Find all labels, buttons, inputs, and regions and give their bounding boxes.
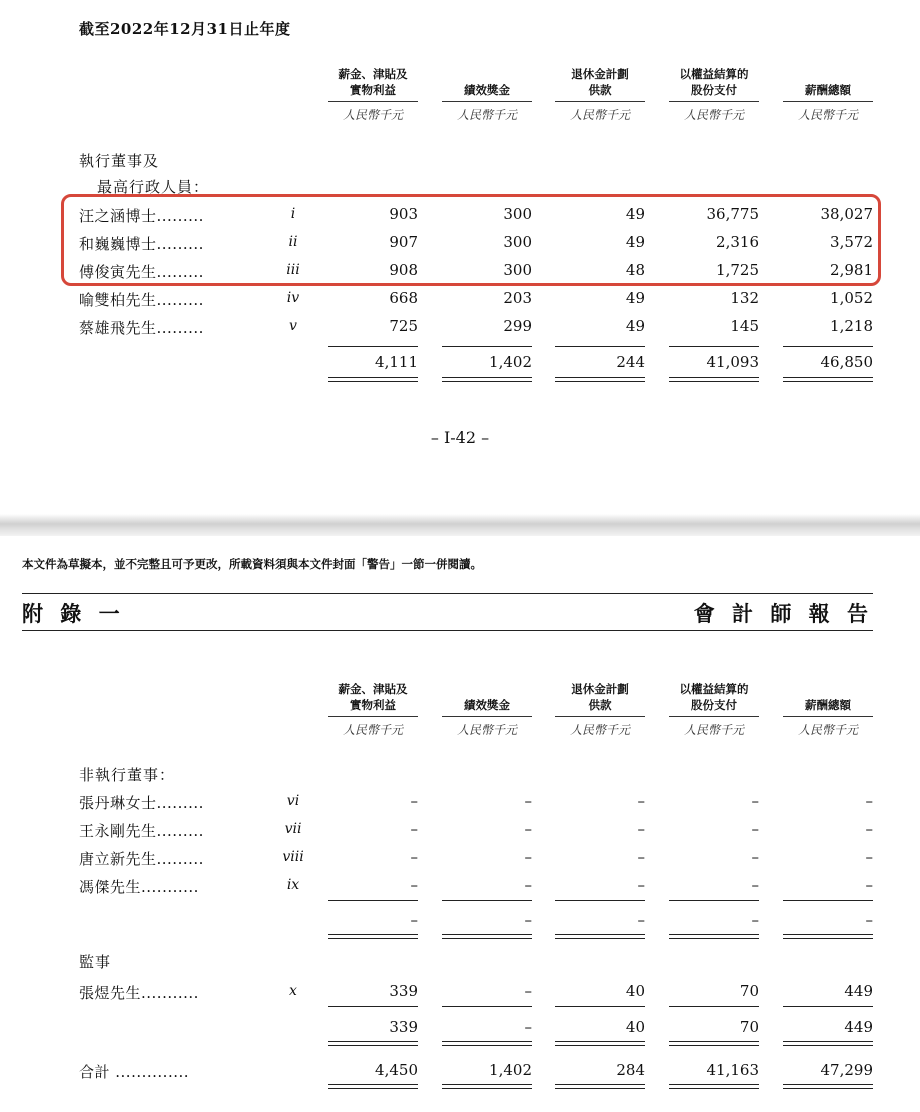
unit-label: 人民幣千元 [342, 723, 403, 737]
cell-value: – [410, 848, 418, 866]
note-ref: viii [282, 849, 304, 865]
total-double-rule [328, 377, 418, 382]
grand-total-double-rule [442, 1084, 532, 1089]
header-rule [555, 101, 645, 102]
unit-label: 人民幣千元 [683, 108, 744, 122]
header-rule [328, 101, 418, 102]
col-header-share-payment: 以權益結算的 股份支付 [679, 682, 749, 712]
subtotal-value: 70 [739, 1018, 759, 1036]
subtotal-rule [555, 900, 645, 901]
note-ref: iv [286, 290, 300, 306]
subtotal-value: – [865, 911, 873, 929]
total-value: 4,111 [375, 353, 418, 371]
grand-total-double-rule [669, 1084, 759, 1089]
cell-value: 48 [625, 261, 645, 279]
director-name: 蔡雄飛先生......... [79, 319, 204, 337]
cell-value: 908 [389, 261, 418, 279]
total-value: 244 [616, 353, 645, 371]
subtotal-rule [442, 900, 532, 901]
cell-value: 1,052 [830, 289, 873, 307]
section-exec-directors: 執行董事及 [79, 152, 160, 170]
cell-value: 299 [503, 317, 532, 335]
highlight-annotation-box [61, 194, 881, 286]
subtotal-value: – [751, 911, 759, 929]
total-value: 41,093 [706, 353, 759, 371]
director-name: 汪之涵博士......... [79, 207, 204, 225]
cell-value: 38,027 [820, 205, 873, 223]
subtotal-rule [783, 346, 873, 347]
cell-value: 300 [503, 261, 532, 279]
grand-total-value: 41,163 [706, 1061, 759, 1079]
note-ref: vi [286, 793, 300, 809]
unit-label: 人民幣千元 [342, 108, 403, 122]
cell-value: – [524, 792, 532, 810]
cell-value: 339 [389, 982, 418, 1000]
note-ref: ix [286, 877, 300, 893]
col-header-bonus: 績效獎金 [464, 83, 510, 97]
cell-value: 36,775 [706, 205, 759, 223]
section-non-exec-directors: 非執行董事： [79, 766, 176, 784]
col-header-salaries: 薪金、津貼及 實物利益 [338, 67, 408, 97]
subtotal-rule [328, 1006, 418, 1007]
header-rule [555, 716, 645, 717]
total-double-rule [555, 377, 645, 382]
grand-total-double-rule [783, 1084, 873, 1089]
section-supervisors: 監事 [79, 953, 112, 971]
cell-value: 49 [625, 317, 645, 335]
subtotal-double-rule [669, 1041, 759, 1046]
grand-total-double-rule [555, 1084, 645, 1089]
col-header-pension: 退休金計劃 供款 [571, 67, 629, 97]
header-rule [669, 716, 759, 717]
note-ref: i [290, 206, 296, 222]
unit-label: 人民幣千元 [569, 108, 630, 122]
header-bottom-rule [22, 630, 873, 631]
cell-value: 2,316 [716, 233, 759, 251]
unit-label: 人民幣千元 [797, 108, 858, 122]
cell-value: 70 [739, 982, 759, 1000]
cell-value: 1,725 [716, 261, 759, 279]
subtotal-rule [783, 900, 873, 901]
subtotal-value: 339 [389, 1018, 418, 1036]
cell-value: 40 [625, 982, 645, 1000]
subtotal-rule [669, 1006, 759, 1007]
cell-value: – [524, 820, 532, 838]
subtotal-rule [555, 1006, 645, 1007]
header-rule [328, 716, 418, 717]
subtotal-double-rule [783, 934, 873, 939]
header-rule [669, 101, 759, 102]
cell-value: 1,218 [830, 317, 873, 335]
subtotal-rule [783, 1006, 873, 1007]
header-rule [783, 716, 873, 717]
col-header-pension: 退休金計劃 供款 [571, 682, 629, 712]
cell-value: – [524, 982, 532, 1000]
supervisor-name: 張煜先生........... [79, 984, 199, 1002]
page-appendix-one [0, 536, 920, 1112]
subtotal-value: – [524, 1018, 532, 1036]
draft-notice: 本文件為草擬本，並不完整且可予更改，所載資料須與本文件封面「警告」一節一併閱讀。 [22, 557, 482, 571]
cell-value: 49 [625, 289, 645, 307]
col-header-share-payment: 以權益結算的 股份支付 [679, 67, 749, 97]
unit-label: 人民幣千元 [683, 723, 744, 737]
subtotal-double-rule [328, 1041, 418, 1046]
col-header-salaries: 薪金、津貼及 實物利益 [338, 682, 408, 712]
total-double-rule [669, 377, 759, 382]
cell-value: – [410, 792, 418, 810]
header-rule [442, 716, 532, 717]
cell-value: – [637, 792, 645, 810]
subtotal-double-rule [555, 1041, 645, 1046]
cell-value: 907 [389, 233, 418, 251]
subtotal-double-rule [442, 934, 532, 939]
unit-label: 人民幣千元 [456, 723, 517, 737]
grand-total-value: 4,450 [375, 1061, 418, 1079]
subtotal-double-rule [442, 1041, 532, 1046]
grand-total-double-rule [328, 1084, 418, 1089]
subtotal-rule [669, 346, 759, 347]
director-name: 馮傑先生........... [79, 878, 199, 896]
header-rule [783, 101, 873, 102]
page-number: – I-42 – [430, 428, 490, 447]
cell-value: 300 [503, 233, 532, 251]
subtotal-rule [555, 346, 645, 347]
cell-value: 300 [503, 205, 532, 223]
appendix-title: 附 錄 一 [22, 602, 125, 626]
director-name: 喻雙柏先生......... [79, 291, 204, 309]
header-rule [442, 101, 532, 102]
director-name: 張丹琳女士......... [79, 794, 204, 812]
subtotal-value: – [637, 911, 645, 929]
note-ref: vii [284, 821, 302, 837]
unit-label: 人民幣千元 [569, 723, 630, 737]
director-name: 唐立新先生......... [79, 850, 204, 868]
grand-total-value: 1,402 [489, 1061, 532, 1079]
note-ref: ii [288, 234, 298, 250]
cell-value: 203 [503, 289, 532, 307]
grand-total-value: 284 [616, 1061, 645, 1079]
cell-value: – [751, 848, 759, 866]
cell-value: – [524, 876, 532, 894]
cell-value: 49 [625, 233, 645, 251]
total-double-rule [442, 377, 532, 382]
page-separator [0, 514, 920, 536]
subtotal-rule [442, 346, 532, 347]
director-name: 王永剛先生......... [79, 822, 204, 840]
subtotal-value: – [410, 911, 418, 929]
cell-value: – [751, 792, 759, 810]
subtotal-double-rule [669, 934, 759, 939]
note-ref: iii [286, 262, 300, 278]
cell-value: 668 [389, 289, 418, 307]
cell-value: 49 [625, 205, 645, 223]
cell-value: – [865, 848, 873, 866]
cell-value: 903 [389, 205, 418, 223]
total-value: 1,402 [489, 353, 532, 371]
cell-value: – [751, 876, 759, 894]
subtotal-rule [328, 346, 418, 347]
cell-value: 2,981 [830, 261, 873, 279]
cell-value: – [865, 792, 873, 810]
period-title: 截至2022年12月31日止年度 [79, 20, 291, 38]
cell-value: – [637, 820, 645, 838]
col-header-bonus: 績效獎金 [464, 698, 510, 712]
cell-value: 132 [730, 289, 759, 307]
col-header-total: 薪酬總額 [805, 83, 851, 97]
section-exec-directors-cont: 最高行政人員： [97, 178, 210, 196]
director-name: 和巍巍博士......... [79, 235, 204, 253]
subtotal-value: 449 [844, 1018, 873, 1036]
subtotal-value: – [524, 911, 532, 929]
cell-value: – [637, 848, 645, 866]
director-name: 傅俊寅先生......... [79, 263, 204, 281]
header-top-rule [22, 593, 873, 594]
page-i-42 [0, 0, 920, 514]
cell-value: – [751, 820, 759, 838]
subtotal-rule [442, 1006, 532, 1007]
cell-value: – [865, 820, 873, 838]
unit-label: 人民幣千元 [797, 723, 858, 737]
cell-value: – [410, 820, 418, 838]
note-ref: x [289, 983, 297, 999]
subtotal-double-rule [555, 934, 645, 939]
total-double-rule [783, 377, 873, 382]
cell-value: – [410, 876, 418, 894]
subtotal-value: 40 [625, 1018, 645, 1036]
subtotal-double-rule [328, 934, 418, 939]
grand-total-label: 合計 .............. [79, 1063, 190, 1081]
subtotal-rule [669, 900, 759, 901]
grand-total-value: 47,299 [820, 1061, 873, 1079]
cell-value: 449 [844, 982, 873, 1000]
cell-value: 725 [389, 317, 418, 335]
subtotal-rule [328, 900, 418, 901]
cell-value: 145 [730, 317, 759, 335]
note-ref: v [289, 318, 297, 334]
unit-label: 人民幣千元 [456, 108, 517, 122]
total-value: 46,850 [820, 353, 873, 371]
cell-value: – [865, 876, 873, 894]
cell-value: – [637, 876, 645, 894]
col-header-total: 薪酬總額 [805, 698, 851, 712]
subtotal-double-rule [783, 1041, 873, 1046]
report-title: 會 計 師 報 告 [693, 602, 873, 626]
cell-value: 3,572 [830, 233, 873, 251]
cell-value: – [524, 848, 532, 866]
